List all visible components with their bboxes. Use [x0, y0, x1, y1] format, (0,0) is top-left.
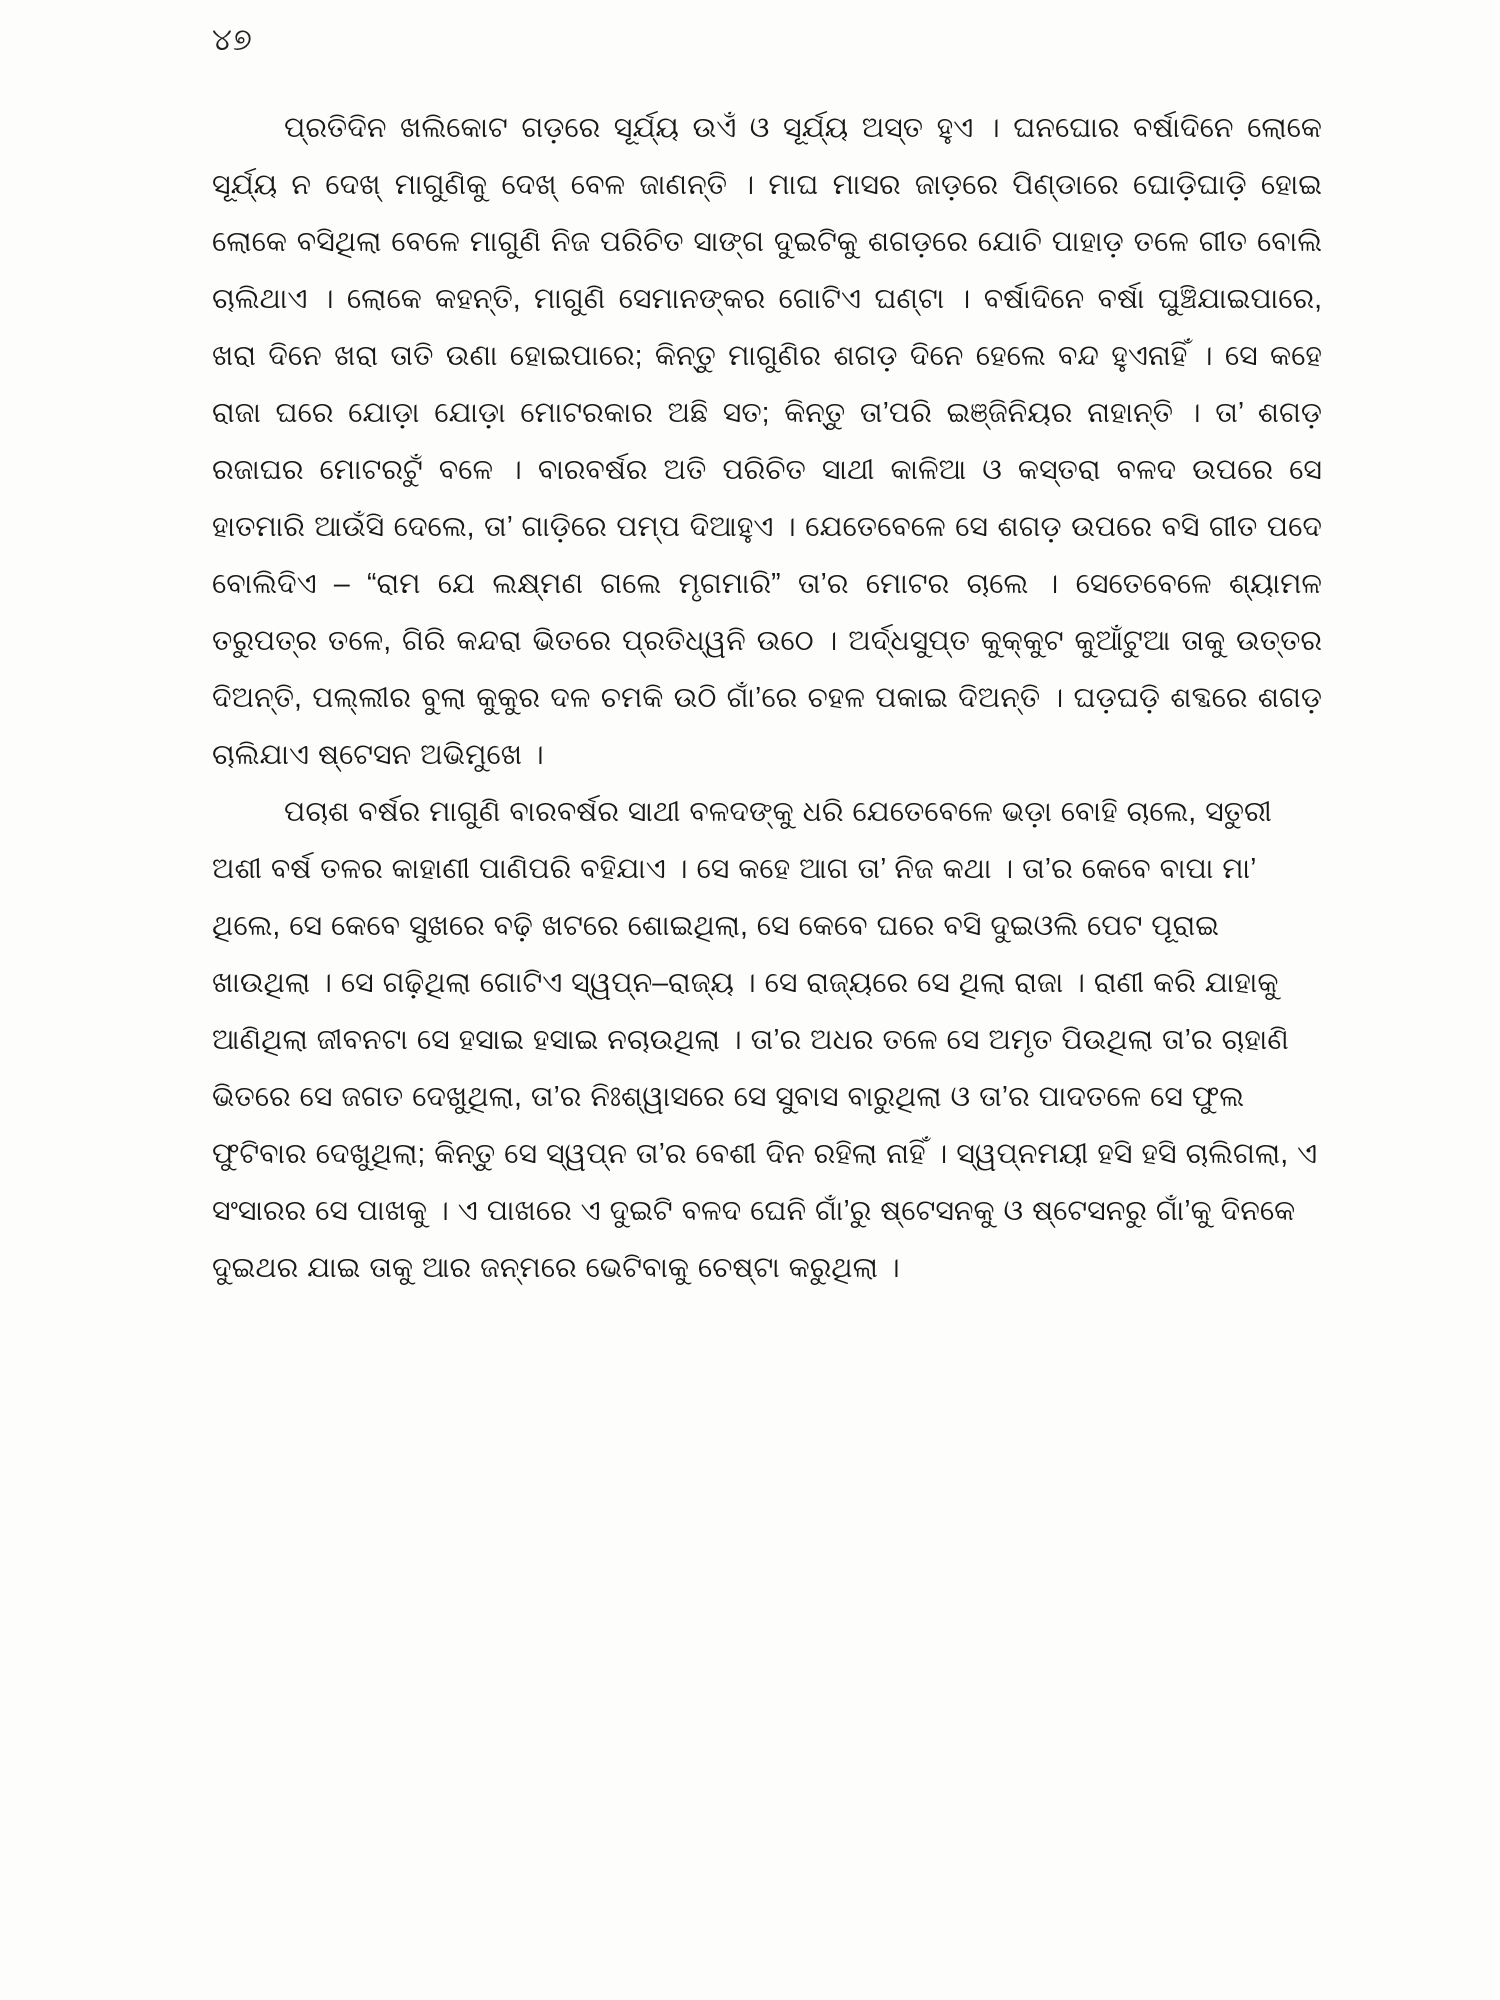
page-number: ୪୭ [212, 22, 253, 57]
paragraph: ପଚାଶ ବର୍ଷର ମାଗୁଣି ବାରବର୍ଷର ସାଥୀ ବଳଦଙ୍କୁ ଧରି ଯେତେବେଳେ ଭଡ଼ା ବୋହି ଚାଲେ, ସତୁରୀ ଅଶୀ ବର୍ଷ ତଳର କାହାଣୀ ପାଣିପରି ବହିଯାଏ । ସେ କହେ ଆଗ ତା’ ନିଜ କଥା । ତା’ର କେବେ ବାପା ମା’ ଥିଲେ, ସେ କେବେ ସୁଖରେ ବଢ଼ି ଖଟରେ ଶୋଇଥିଲା, ସେ କେବେ ଘରେ ବସି ଦୁଇଓଲି ପେଟ ପୂରାଇ ଖାଉଥିଲା । ସେ ଗଢ଼ିଥିଲା ଗୋଟିଏ ସ୍ୱପ୍ନ–ରାଜ୍ୟ । ସେ ରାଜ୍ୟରେ ସେ ଥିଲା ରାଜା । ରାଣୀ କରି ଯାହାକୁ ଆଣିଥିଲା ଜୀବନଟା ସେ ହସାଇ ହସାଇ ନଚାଉଥିଲା । ତା’ର ଅଧର ତଳେ ସେ ଅମୃତ ପିଉଥିଲା ତା’ର ଚାହାଣି ଭିତରେ ସେ ଜଗତ ଦେଖୁଥିଲା, ତା’ର ନିଃଶ୍ୱାସରେ ସେ ସୁବାସ ବାରୁଥିଲା ଓ ତା’ର ପାଦତଳେ ସେ ଫୁଲ ଫୁଟିବାର ଦେଖୁଥିଲା; କିନ୍ତୁ ସେ ସ୍ୱପ୍ନ ତା’ର ବେଶୀ ଦିନ ରହିଲା ନାହିଁ । ସ୍ୱପ୍ନମୟୀ ହସି ହସି ଚାଲିଗଲା, ଏ ସଂସାରର ସେ ପାଖକୁ । ଏ ପାଖରେ ଏ ଦୁଇଟି ବଳଦ ଘେନି ଗାଁ’ରୁ ଷ୍ଟେସନକୁ ଓ ଷ୍ଟେସନରୁ ଗାଁ’କୁ ଦିନକେ ଦୁଇଥର ଯାଇ ତାକୁ ଆର ଜନ୍ମରେ ଭେଟିବାକୁ ଚେଷ୍ଟା କରୁଥିଲା । [212, 796, 1318, 1284]
page-body-text [212, 100, 1322, 1297]
paragraph: ପ୍ରତିଦିନ ଖଲିକୋଟ ଗଡ଼ରେ ସୂର୍ଯ୍ୟ ଉଏଁ ଓ ସୂର୍ଯ୍ୟ ଅସ୍ତ ହୁଏ । ଘନଘୋର ବର୍ଷାଦିନେ ଲୋକେ ସୂର୍ଯ୍ୟ ନ ଦେଖ୍ ମାଗୁଣିକୁ ଦେଖ୍ ବେଳ ଜାଣନ୍ତି । ମାଘ ମାସର ଜାଡ଼ରେ ପିଣ୍ଡାରେ ଘୋଡ଼ିଘାଡ଼ି ହୋଇ ଲୋକେ ବସିଥିଲା ବେଳେ ମାଗୁଣି ନିଜ ପରିଚିତ ସାଙ୍ଗ ଦୁଇଟିକୁ ଶଗଡ଼ରେ ଯୋଚି ପାହାଡ଼ ତଳେ ଗୀତ ବୋଲି ଚାଲିଥାଏ । ଲୋକେ କହନ୍ତି, ମାଗୁଣି ସେମାନଙ୍କର ଗୋଟିଏ ଘଣ୍ଟା । ବର୍ଷାଦିନେ ବର୍ଷା ଘୁଞ୍ଚିଯାଇପାରେ, ଖରା ଦିନେ ଖରା ତାତି ଉଣା ହୋଇପାରେ; କିନ୍ତୁ ମାଗୁଣିର ଶଗଡ଼ ଦିନେ ହେଲେ ବନ୍ଦ ହୁଏନାହିଁ । ସେ କହେ ରାଜା ଘରେ ଯୋଡ଼ା ଯୋଡ଼ା ମୋଟରକାର ଅଛି ସତ; କିନ୍ତୁ ତା’ପରି ଇଞ୍ଜିନିୟର ନାହାନ୍ତି । ତା’ ଶଗଡ଼ ରଜାଘର ମୋଟରଟୁଁ ବଳେ । ବାରବର୍ଷର ଅତି ପରିଚିତ ସାଥୀ କାଳିଆ ଓ କସ୍ତରା ବଳଦ ଉପରେ ସେ ହାତମାରି ଆଉଁସି ଦେଲେ, ତା’ ଗାଡ଼ିରେ ପମ୍ପ ଦିଆହୁଏ । ଯେତେବେଳେ ସେ ଶଗଡ଼ ଉପରେ ବସି ଗୀତ ପଦେ ବୋଲିଦିଏ – “ରାମ ଯେ ଲକ୍ଷ୍ମଣ ଗଲେ ମୃଗମାରି” ତା’ର ମୋଟର ଚାଲେ । ସେତେବେଳେ ଶ୍ୟାମଳ ତରୁପତ୍ର ତଳେ, ଗିରି କନ୍ଦରା ଭିତରେ ପ୍ରତିଧ୍ୱନି ଉଠେ । ଅର୍ଦ୍ଧସୁପ୍ତ କୁକ୍କୁଟ କୁଆଁଟୁଆ ତାକୁ ଉତ୍ତର ଦିଅନ୍ତି, ପଲ୍ଲୀର ବୁଲା କୁକୁର ଦଳ ଚମକି ଉଠି ଗାଁ’ରେ ଚହଳ ପକାଇ ଦିଅନ୍ତି । ଘଡ଼ଘଡ଼ି ଶବ୍ଦରେ ଶଗଡ଼ ଚାଲିଯାଏ ଷ୍ଟେସନ ଅଭିମୁଖେ । [212, 112, 1322, 771]
